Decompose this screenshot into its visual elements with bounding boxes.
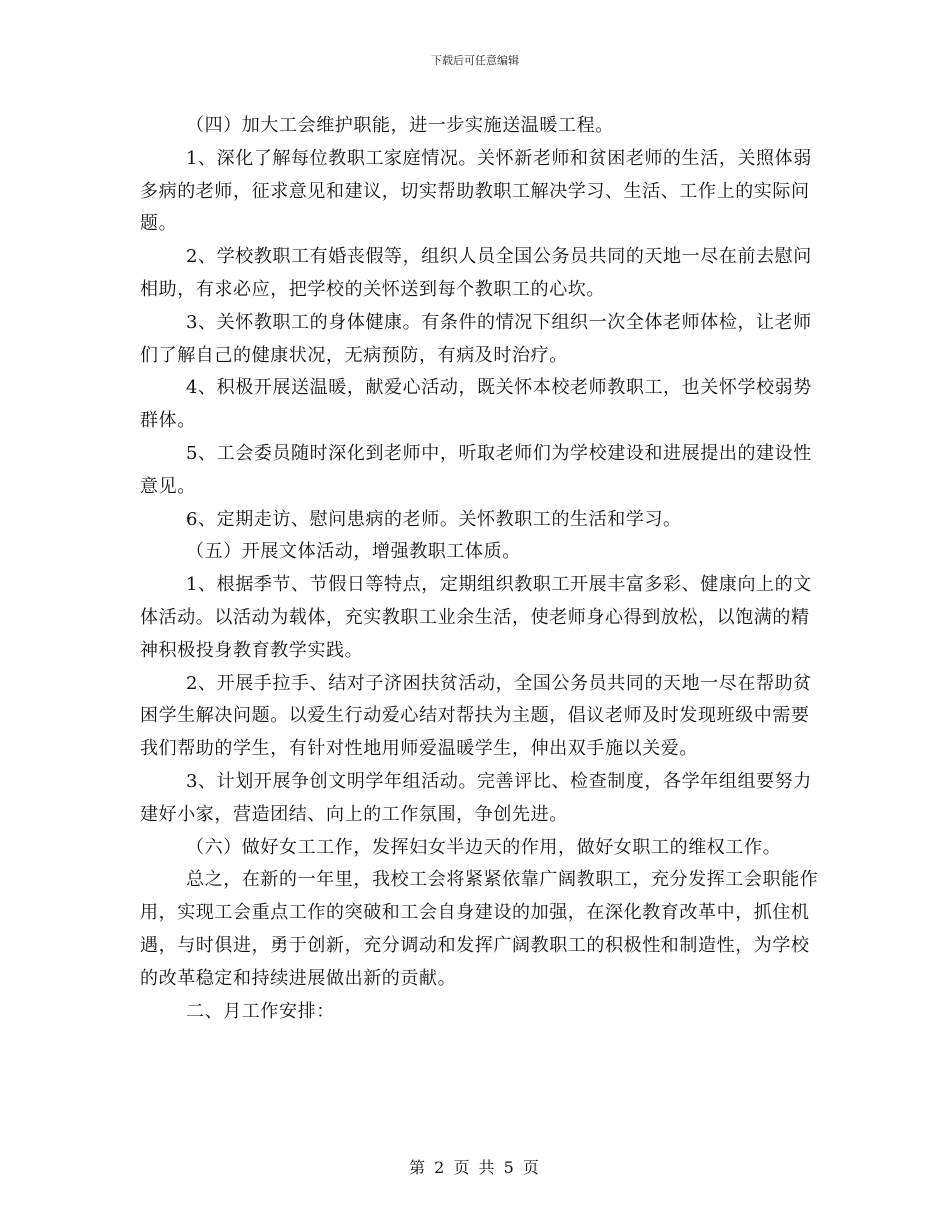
section-heading: （五）开展文体活动，增强教职工体质。	[186, 541, 521, 563]
list-item: 1、根据季节、节假日等特点，定期组织教职工开展丰富多彩、健康向上的文体活动。以活动为载体，充实教职工业余生活，使老师身心得到放松，以饱满的精神积极投身教育教学实践。	[140, 574, 812, 661]
section-heading: （四）加大工会维护职能，进一步实施送温暖工程。	[186, 115, 614, 136]
document-body	[140, 110, 820, 1028]
page-number: 第 2 页 共 5 页	[409, 1158, 541, 1177]
list-item: 6、定期走访、慰问患病的老师。关怀教职工的生活和学习。	[186, 508, 682, 530]
list-item: 4、积极开展送温暖，献爱心活动，既关怀本校老师教职工，也关怀学校弱势群体。	[140, 377, 812, 432]
summary-paragraph: 总之，在新的一年里，我校工会将紧紧依靠广阔教职工，充分发挥工会职能作用，实现工会重点工作的突破和工会自身建设的加强，在深化教育改革中，抓住机遇，与时俱进，勇于创新，充分调动和发挥广阔教职工的积极性和制造性，为学校的改革稳定和持续进展做出新的贡献。	[140, 869, 819, 989]
list-item: 3、关怀教职工的身体健康。有条件的情况下组织一次全体老师体检，让老师们了解自己的健康状况，无病预防，有病及时治疗。	[140, 311, 812, 366]
page-header-note: 下载后可任意编辑	[431, 54, 519, 67]
list-item: 1、深化了解每位教职工家庭情况。关怀新老师和贫困老师的生活，关照体弱多病的老师，征求意见和建议，切实帮助教职工解决学习、生活、工作上的实际问题。	[140, 147, 812, 235]
list-item: 2、学校教职工有婚丧假等，组织人员全国公务员共同的天地一尽在前去慰问相助，有求必应，把学校的关怀送到每个教职工的心坎。	[140, 246, 812, 300]
list-item: 3、计划开展争创文明学年组活动。完善评比、检查制度，各学年组组要努力建好小家，营造团结、向上的工作氛围，争创先进。	[140, 770, 812, 825]
section-heading: 二、月工作安排：	[186, 1000, 335, 1022]
list-item: 5、工会委员随时深化到老师中，听取老师们为学校建设和进展提出的建设性意见。	[140, 442, 812, 497]
list-item: 2、开展手拉手、结对子济困扶贫活动，全国公务员共同的天地一尽在帮助贫困学生解决问题。以爱生行动爱心结对帮扶为主题，倡议老师及时发现班级中需要我们帮助的学生，有针对性地用师爱温暖学生，伸出双手施以关爱。	[140, 672, 812, 760]
section-heading: （六）做好女工工作，发挥妇女半边天的作用，做好女职工的维权工作。	[186, 836, 782, 858]
